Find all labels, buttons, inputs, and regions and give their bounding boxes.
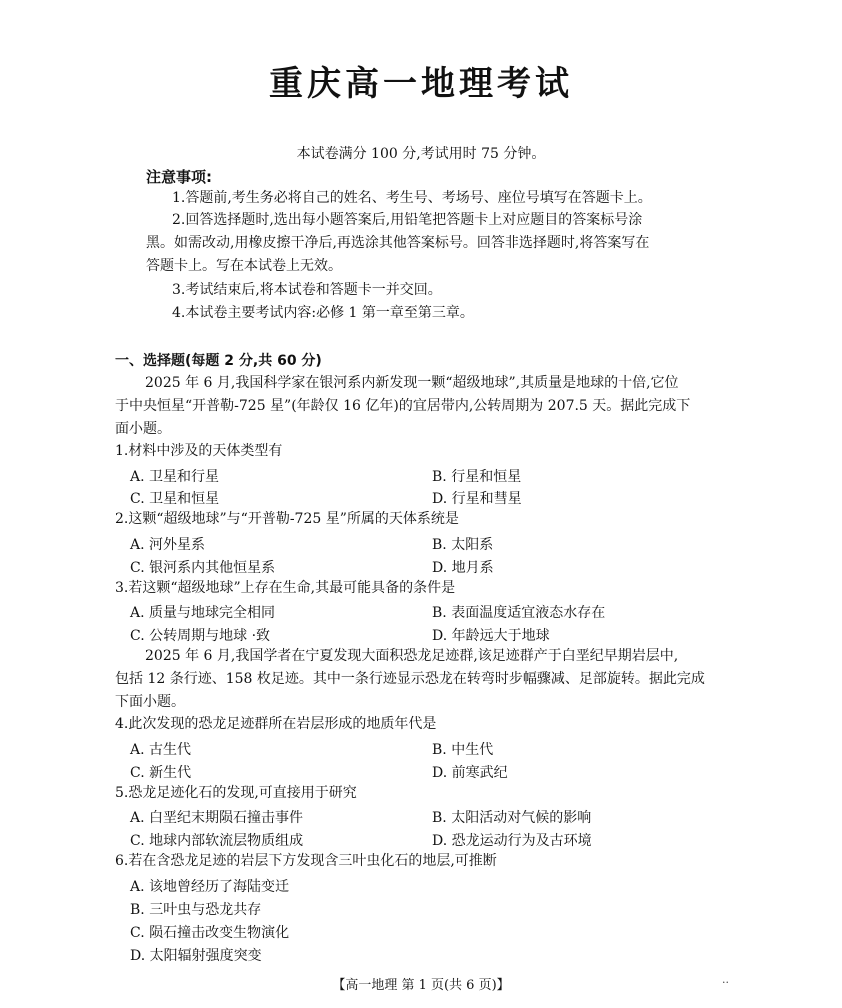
q6-stem: 6.若在含恐龙足迹的岩层下方发现含三叶虫化石的地层,可推断 — [115, 853, 497, 869]
q3-stem: 3.若这颗“超级地球”上存在生命,其最可能具备的条件是 — [115, 580, 456, 596]
q4-stem: 4.此次发现的恐龙足迹群所在岩层形成的地质年代是 — [115, 716, 437, 732]
page-footer: 【高一地理 第 1 页(共 6 页)】 — [332, 978, 510, 993]
q2-option-a: A. 河外星系 — [130, 537, 206, 553]
q2-option-b: B. 太阳系 — [432, 537, 494, 553]
q3-option-a: A. 质量与地球完全相同 — [130, 605, 276, 621]
exam-subtitle: 本试卷满分 100 分,考试用时 75 分钟。 — [296, 146, 546, 162]
q4-option-a: A. 古生代 — [130, 742, 192, 758]
q1-option-c: C. 卫星和恒星 — [130, 491, 220, 507]
q5-option-d: D. 恐龙运动行为及古环境 — [432, 833, 592, 849]
q1-option-d: D. 行星和彗星 — [432, 491, 522, 507]
q1-option-a: A. 卫星和行星 — [130, 469, 220, 485]
q4-option-d: D. 前寒武纪 — [432, 765, 508, 781]
q6-option-d: D. 太阳辐射强度突变 — [130, 948, 262, 964]
q1-option-b: B. 行星和恒星 — [432, 469, 522, 485]
notice-line-2: 2.回答选择题时,选出每小题答案后,用铅笔把答题卡上对应题目的答案标号涂 — [172, 212, 643, 228]
passage1-line-1: 2025 年 6 月,我国科学家在银河系内新发现一颗“超级地球”,其质量是地球的十倍,它位 — [145, 375, 679, 391]
q4-option-b: B. 中生代 — [432, 742, 494, 758]
q5-stem: 5.恐龙足迹化石的发现,可直接用于研究 — [115, 785, 357, 801]
notice-line-1: 1.答题前,考生务必将自己的姓名、考生号、考场号、座位号填写在答题卡上。 — [172, 190, 652, 206]
q2-option-c: C. 银河系内其他恒星系 — [130, 560, 276, 576]
notice-heading: 注意事项: — [146, 168, 212, 186]
q2-option-d: D. 地月系 — [432, 560, 494, 576]
q3-option-b: B. 表面温度适宜液态水存在 — [432, 605, 606, 621]
q6-option-b: B. 三叶虫与恐龙共存 — [130, 902, 262, 918]
q6-option-c: C. 陨石撞击改变生物演化 — [130, 925, 290, 941]
q5-option-a: A. 白垩纪末期陨石撞击事件 — [130, 810, 304, 826]
passage2-line-3: 下面小题。 — [115, 694, 185, 710]
passage1-line-2: 于中央恒星“开普勒-725 星”(年龄仅 16 亿年)的宜居带内,公转周期为 207.5 天。据此完成下 — [115, 398, 691, 414]
q2-stem: 2.这颗“超级地球”与“开普勒-725 星”所属的天体系统是 — [115, 511, 459, 527]
q3-option-d: D. 年龄远大于地球 — [432, 628, 550, 644]
passage1-line-3: 面小题。 — [115, 421, 171, 437]
notice-line-3: 黑。如需改动,用橡皮擦干净后,再选涂其他答案标号。回答非选择题时,将答案写在 — [146, 235, 650, 251]
notice-line-4: 答题卡上。写在本试卷上无效。 — [146, 258, 342, 274]
footer-mark: ·· — [722, 976, 729, 989]
q3-option-c: C. 公转周期与地球 ·致 — [130, 628, 271, 644]
section-heading: 一、选择题(每题 2 分,共 60 分) — [115, 353, 322, 369]
q5-option-c: C. 地球内部软流层物质组成 — [130, 833, 304, 849]
notice-line-6: 4.本试卷主要考试内容:必修 1 第一章至第三章。 — [172, 305, 474, 321]
passage2-line-2: 包括 12 条行迹、158 枚足迹。其中一条行迹显示恐龙在转弯时步幅骤减、足部旋转。据此完成 — [115, 671, 705, 687]
q5-option-b: B. 太阳活动对气候的影响 — [432, 810, 592, 826]
exam-title: 重庆高一地理考试 — [269, 64, 573, 104]
passage2-line-1: 2025 年 6 月,我国学者在宁夏发现大面积恐龙足迹群,该足迹群产于白垩纪早期岩层中, — [145, 648, 679, 664]
notice-line-5: 3.考试结束后,将本试卷和答题卡一并交回。 — [172, 282, 442, 298]
q1-stem: 1.材料中涉及的天体类型有 — [115, 443, 283, 459]
q4-option-c: C. 新生代 — [130, 765, 192, 781]
q6-option-a: A. 该地曾经历了海陆变迁 — [130, 879, 290, 895]
